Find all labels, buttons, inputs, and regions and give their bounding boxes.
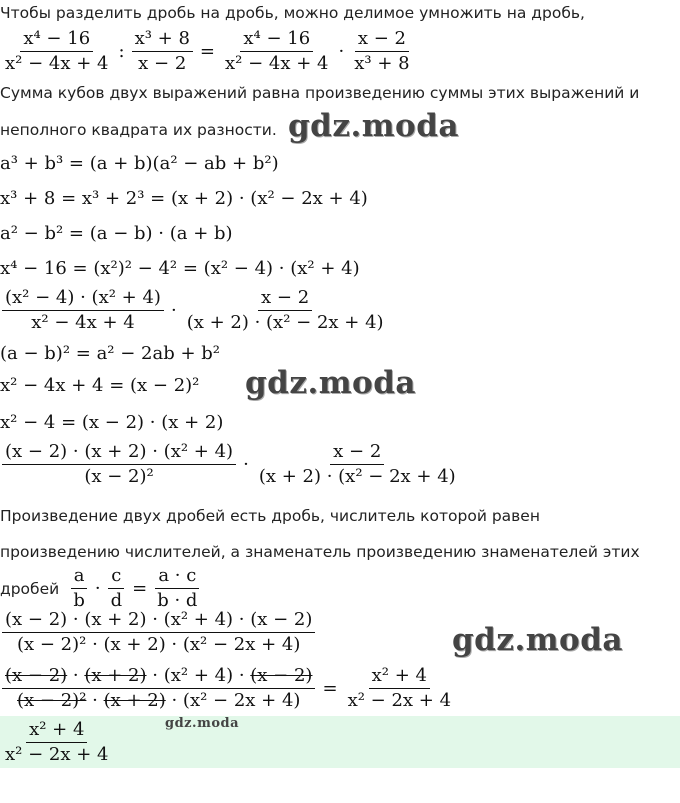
denominator: x² − 4x + 4 (31, 312, 135, 333)
watermark-logo-small: gdz.moda (165, 716, 240, 731)
equation-difference-of-squares: a² − b² = (a − b) · (a + b) (0, 223, 233, 244)
denominator: d (110, 590, 123, 611)
fraction (351, 27, 412, 76)
operator: · (94, 578, 101, 599)
term: · (x² + 4) · (146, 665, 251, 686)
equation-x2-minus-4: x² − 4 = (x − 2) · (x + 2) (0, 412, 224, 433)
fraction (2, 27, 111, 76)
equation-x4-minus-16: x⁴ − 16 = (x²)² − 4² = (x² − 4) · (x² + 4) (0, 258, 360, 279)
answer-fraction (0, 718, 113, 767)
equation-product-factored (0, 440, 461, 489)
cancelled-term: (x − 2) (5, 665, 68, 686)
numerator: x − 2 (355, 27, 409, 52)
cancelled-term: (x − 2) (250, 665, 313, 686)
operator: · (86, 690, 104, 711)
numerator: x − 2 (258, 286, 312, 311)
numerator: x⁴ − 16 (20, 27, 93, 52)
text-drobey: дробей (0, 579, 60, 598)
cancelled-term: (x − 2)² (17, 690, 87, 711)
numerator: (x − 2) · (x + 2) · (x² + 4) (2, 440, 236, 465)
numerator: x² + 4 (26, 718, 87, 743)
text-line-divide-rule: Чтобы разделить дробь на дробь, можно делимое умножить на дробь, (0, 4, 585, 22)
operator: : (118, 41, 125, 62)
denominator: x² − 2x + 4 (347, 690, 452, 711)
equation-cancellation (0, 664, 456, 713)
numerator: a · c (155, 564, 199, 589)
numerator: c (108, 564, 124, 589)
denominator: b · d (157, 590, 198, 611)
numerator: x − 2 (330, 440, 384, 465)
equation-denominator-factored: x² − 4x + 4 = (x − 2)² (0, 375, 200, 396)
denominator: x − 2 (138, 53, 187, 74)
numerator (2, 664, 315, 689)
equation-sum-of-cubes-formula: a³ + b³ = (a + b)(a² − ab + b²) (0, 153, 279, 174)
fraction (70, 564, 88, 613)
denominator: (x + 2) · (x² − 2x + 4) (258, 466, 456, 487)
operator: · (243, 454, 249, 475)
text-line-sum-of-cubes: Сумма кубов двух выражений равна произведению суммы этих выражений и (0, 84, 640, 102)
numerator: a (71, 564, 88, 589)
fraction (2, 440, 236, 489)
fraction (345, 664, 454, 713)
equation-product-substituted (0, 286, 389, 335)
operator: = (322, 678, 338, 699)
denominator: b (73, 590, 85, 611)
numerator: x³ + 8 (132, 27, 193, 52)
operator: · (170, 300, 177, 321)
text-line-incomplete-square: неполного квадрата их разности. (0, 121, 277, 139)
fraction (154, 564, 200, 613)
cancelled-term: (x + 2) (103, 690, 166, 711)
fraction (2, 286, 164, 335)
cancelled-term: (x + 2) (84, 665, 147, 686)
text-line-product-rule: Произведение двух дробей есть дробь, числитель которой равен (0, 507, 540, 525)
fraction (2, 608, 315, 657)
fraction (256, 440, 459, 489)
denominator (14, 689, 303, 713)
denominator: x³ + 8 (354, 53, 410, 74)
numerator: x⁴ − 16 (240, 27, 313, 52)
watermark-logo: gdz.moda (452, 622, 623, 658)
denominator: (x + 2) · (x² − 2x + 4) (186, 312, 384, 333)
equation-x-cubed-plus-8: x³ + 8 = x³ + 2³ = (x + 2) · (x² − 2x + 4) (0, 188, 368, 209)
watermark-logo: gdz.moda (288, 108, 459, 144)
fraction (2, 718, 111, 767)
fraction (222, 27, 331, 76)
operator: · (67, 665, 85, 686)
equation-divide-fractions (0, 27, 415, 76)
fraction (132, 27, 193, 76)
equation-combined-fraction (0, 608, 317, 657)
denominator: x² − 4x + 4 (225, 53, 329, 74)
denominator: (x − 2)² (84, 466, 154, 487)
numerator: x² + 4 (369, 664, 430, 689)
watermark-logo: gdz.moda (245, 365, 416, 401)
numerator: (x² − 4) · (x² + 4) (2, 286, 164, 311)
fraction (108, 564, 126, 613)
product-rule-formula (0, 564, 202, 613)
denominator: x² − 2x + 4 (5, 744, 109, 765)
operator: = (199, 41, 216, 62)
term: · (x² − 2x + 4) (165, 690, 301, 711)
numerator: (x − 2) · (x + 2) · (x² + 4) · (x − 2) (2, 608, 315, 633)
operator: = (132, 578, 148, 599)
fraction (184, 286, 387, 335)
text-line-product-rule-cont: произведению числителей, а знаменатель произведению знаменателей этих (0, 543, 640, 561)
equation-square-of-difference: (a − b)² = a² − 2ab + b² (0, 343, 221, 364)
operator: · (338, 41, 345, 62)
denominator: (x − 2)² · (x + 2) · (x² − 2x + 4) (16, 634, 301, 655)
denominator: x² − 4x + 4 (5, 53, 109, 74)
fraction (2, 664, 315, 713)
